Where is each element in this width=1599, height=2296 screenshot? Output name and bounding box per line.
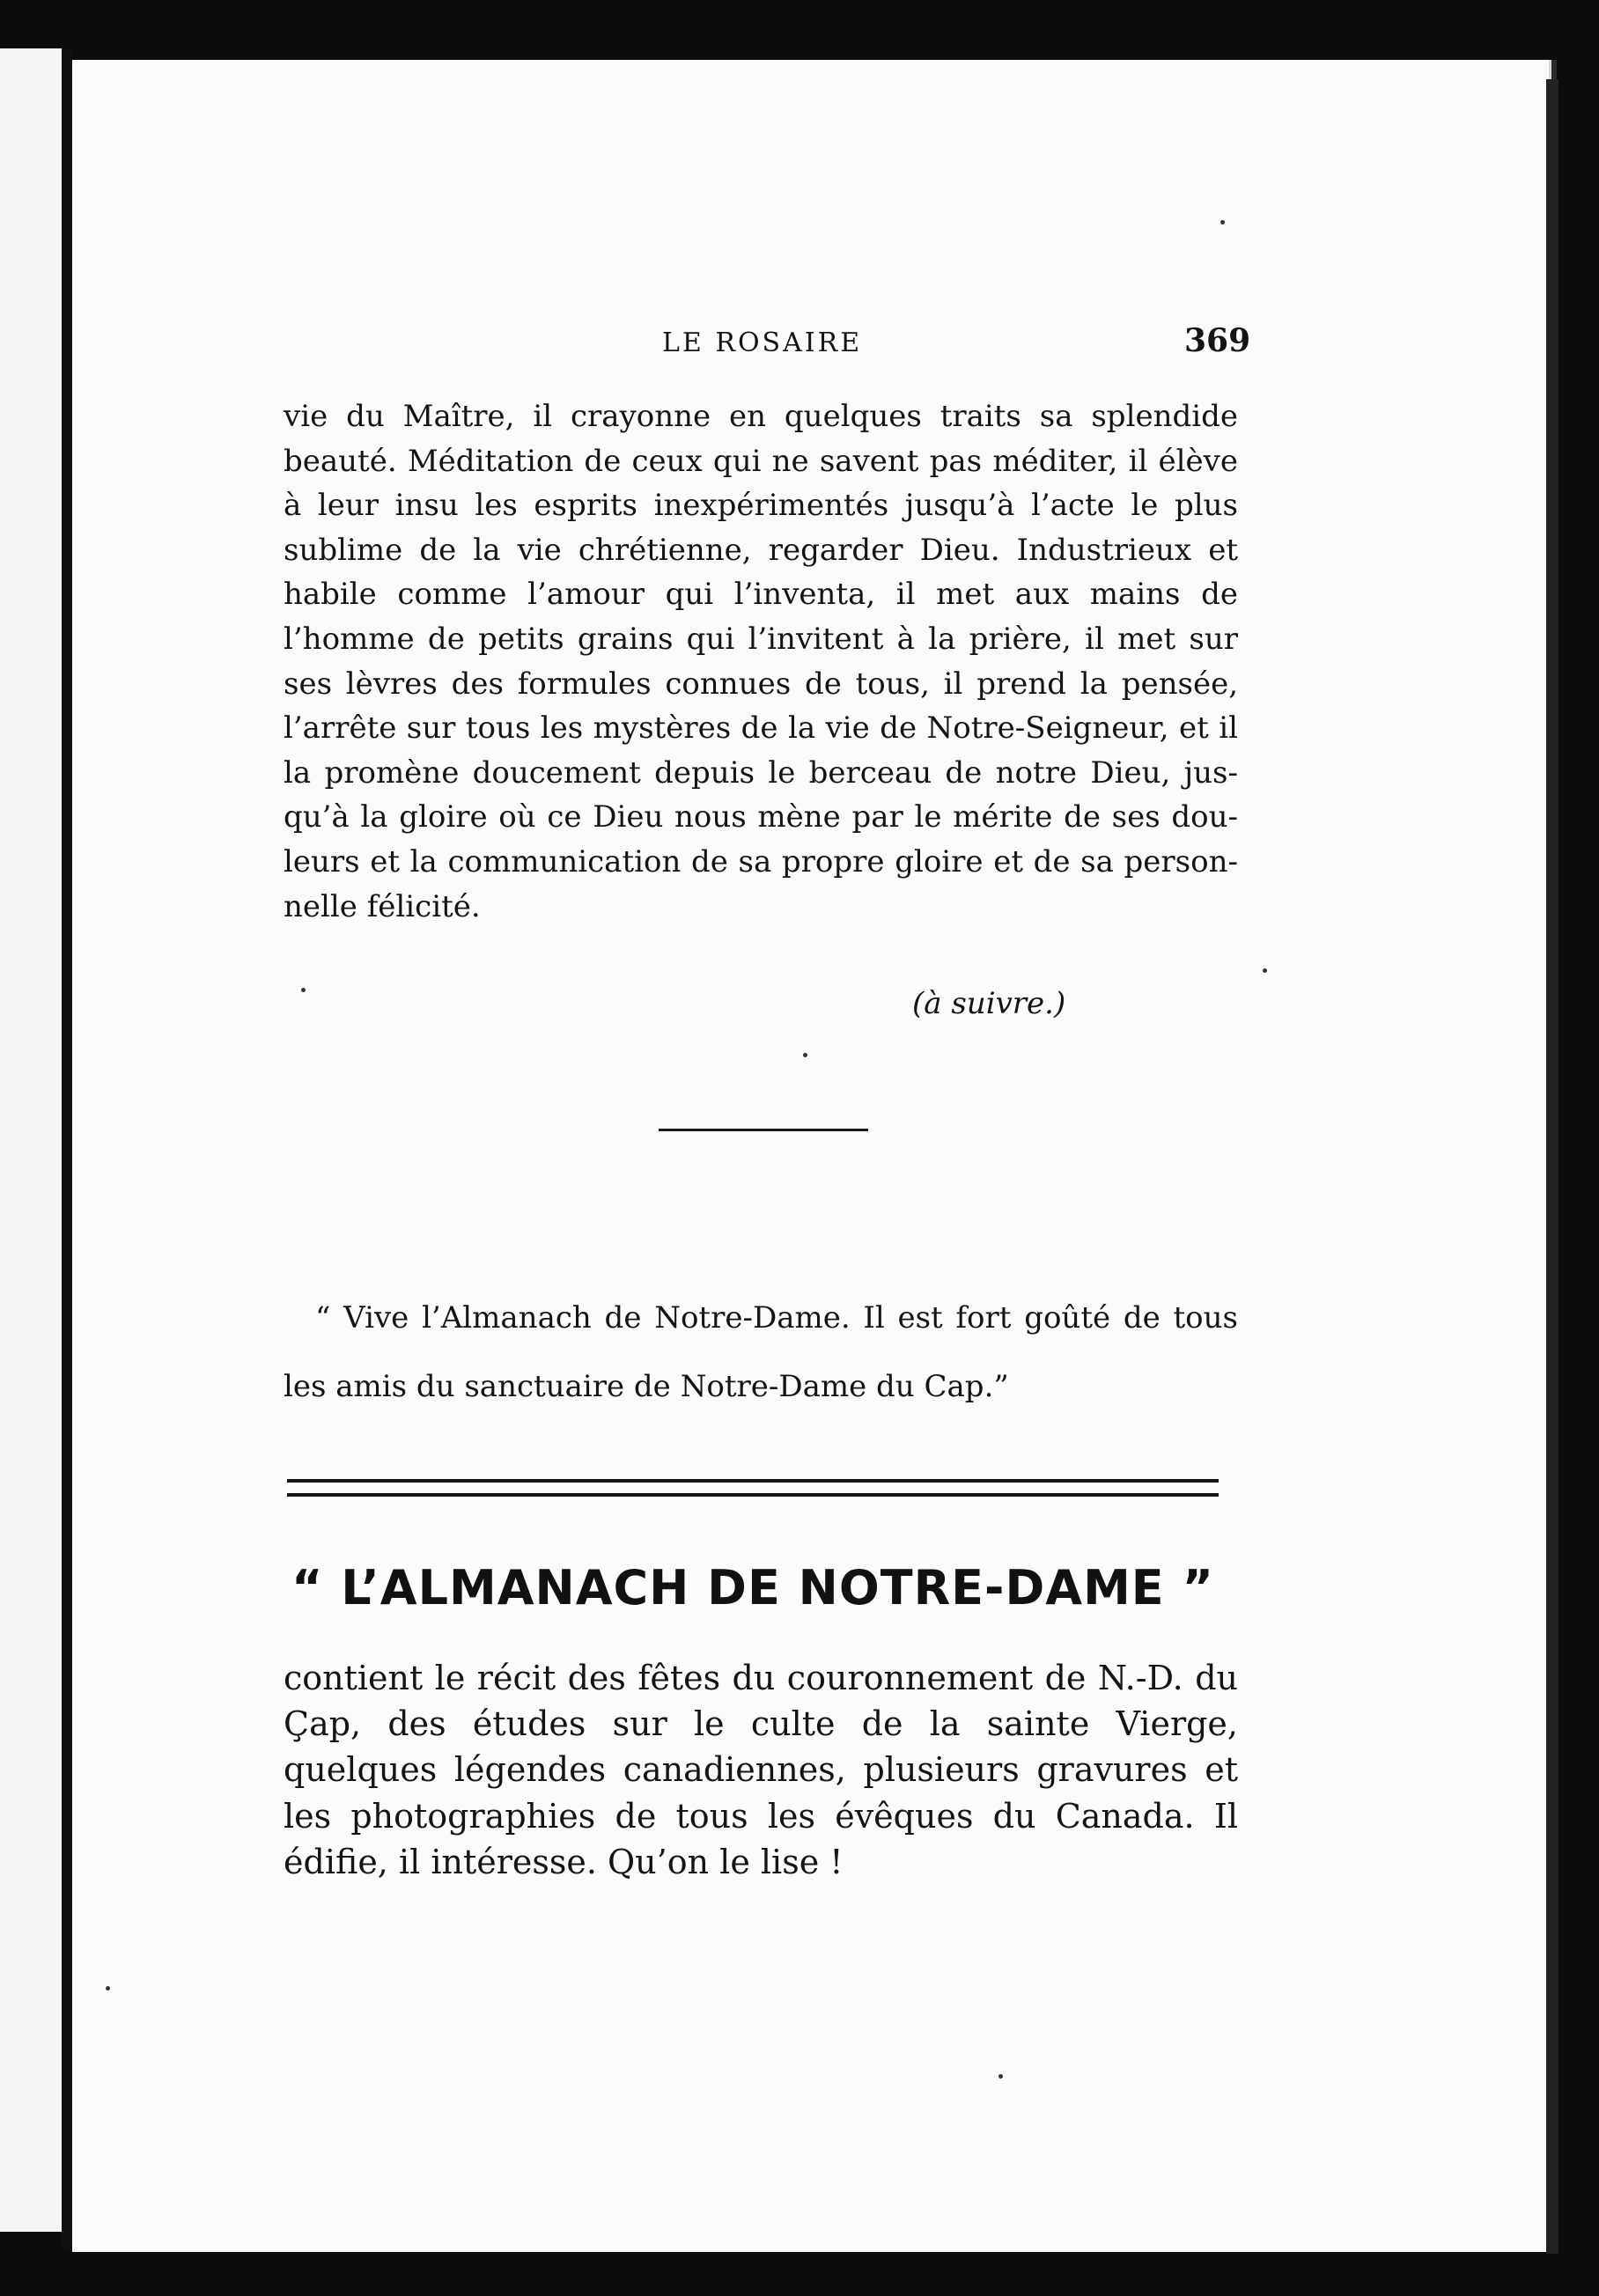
double-rule-divider (287, 1479, 1219, 1497)
to-be-continued (912, 986, 1065, 1021)
scan-speck (1263, 968, 1267, 973)
scan-speck (1220, 220, 1225, 224)
advertisement-title: “ L’ALMANACH DE NOTRE-DAME ” (291, 1560, 1214, 1615)
scan-speck (301, 988, 306, 992)
scan-speck (106, 1986, 110, 1991)
to-be-continued-text: (à suivre.) (912, 986, 1066, 1021)
page-number: 369 (1184, 322, 1251, 359)
previous-page-edge (0, 48, 63, 2232)
running-title: LE ROSAIRE (662, 327, 863, 358)
testimonial-quote: “ Vive l’Almanach de Notre-Dame. Il est fort goûté de tous les amis du sanctuaire de Notre-Dame du Cap.” (284, 1300, 1238, 1404)
page-right-edge (1546, 79, 1558, 2254)
scan-speck (803, 1053, 807, 1057)
advertisement-text: contient le récit des fêtes du couronnement de N.-D. du Çap, des études sur le culte de la sainte Vierge, quelques légendes canadiennes, plusieurs gravures et les photographies de tous les évêques du Canada. Il édifie, il intéresse. Qu’on le lise ! (284, 1659, 1238, 1881)
scan-speck (998, 2074, 1003, 2079)
section-divider (659, 1129, 868, 1131)
page-gutter (62, 48, 72, 2249)
body-paragraph: vie du Maître, il crayonne en quelques traits sa splendide beauté. Méditation de ceux qui ne savent pas méditer, il élève à leur insu les esprits inexpérimentés jusqu’à l’acte le plus sublime de la vie chrétienne, regarder Dieu. Industrieux et habile comme l’amour qui l’inventa, il met aux mains de l’homme de petits grains qui l’invitent à la prière, il met sur ses lèvres des formules connues de tous, il prend la pensée, l’arrête sur tous les mystères de la vie de Notre-Seigneur, et il la promène doucement depuis le berceau de notre Dieu, jusqu’à la gloire où ce Dieu nous mène par le mérite de ses douleurs et la communication de sa propre gloire et de sa personnelle félicité. (284, 399, 1238, 924)
book-page (72, 60, 1557, 2252)
